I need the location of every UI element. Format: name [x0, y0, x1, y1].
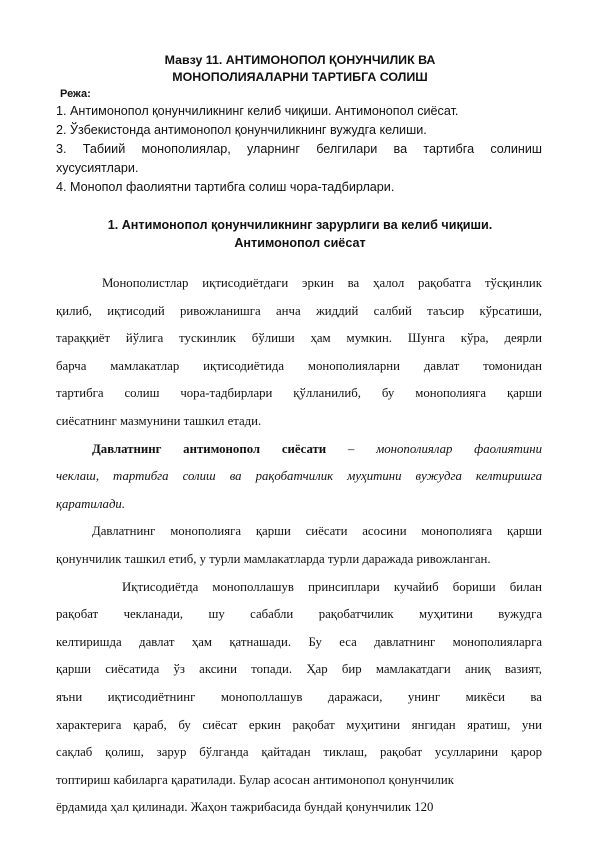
paragraph-1-line: Монополистлар иқтисодиётдаги эркин ва ҳалол рақобатга тўсқинлик: [102, 276, 542, 290]
plan-heading: Режа:: [60, 88, 91, 100]
paragraph-4-line: қарши сиёсатида ўз аксини топади. Ҳар бир мамлакатдаги аниқ вазият,: [56, 662, 542, 677]
plan-list: [56, 102, 542, 197]
section-heading-line-2: Антимонопол сиёсат: [234, 236, 366, 250]
paragraph-1-line: барча мамлакатлар иқтисодиётида монополияларни давлат томонидан: [56, 358, 542, 373]
paragraph-4-line: келтиришда давлат ҳам қатнашади. Бу еса давлатнинг монополияларга: [56, 634, 542, 649]
section-heading-line-1: 1. Антимонопол қонунчиликнинг зарурлиги ва келиб чиқиши.: [107, 218, 493, 232]
title-line-2: МОНОПОЛИЯАЛАРНИ ТАРТИБГА СОЛИШ: [172, 70, 428, 84]
plan-item-3: 3. Табиий монополиялар, уларнинг белгилари ва тартибга солиниш: [56, 142, 542, 156]
paragraph-4-line: ёрдамида ҳал қилинади. Жаҳон тажрибасида бундай қонунчилик 120: [56, 800, 434, 815]
plan-item-3-cont: хусусиятлари.: [56, 161, 139, 175]
paragraph-4-line: характерига қараб, бу сиёсат еркин рақобат муҳитини янгидан яратиш, уни: [56, 717, 542, 732]
paragraph-1-line: тартибга солиш чора-тадбирлари қўлланилиб, бу монополияга қарши: [56, 386, 542, 401]
paragraph-4-line: яъни иқтисодиётнинг монополлашув даражаси, унинг микёси ва: [56, 689, 542, 704]
definition-dash: –: [326, 441, 377, 456]
paragraph-3-line: Давлатнинг монополияга қарши сиёсати асосини монополияга қарши: [92, 524, 542, 539]
page-title: [60, 52, 540, 86]
paragraph-3-line: қонунчилик ташкил етиб, у турли мамлакатларда турли даражада ривожланган.: [56, 551, 491, 566]
section-heading: [60, 216, 540, 252]
definition-text: монополиялар фаолиятини: [376, 441, 542, 456]
paragraph-1-line: сиёсатнинг мазмунини ташкил етади.: [56, 413, 262, 428]
paragraph-4-line: топтириш кабиларга қаратилади. Булар асосан антимонопол қонунчилик: [56, 772, 454, 787]
definition-line: [56, 436, 542, 464]
title-line-1: Мавзу 11. АНТИМОНОПОЛ ҚОНУНЧИЛИК ВА: [164, 53, 436, 67]
definition-line: қаратилади.: [56, 496, 126, 511]
paragraph-1-line: қилиб, иқтисодий ривожланишга анча жиддий салбий таъсир кўрсатиши,: [56, 303, 542, 318]
paragraph-4-line: Иқтисодиётда монополлашув принсиплари кучайиб бориши билан: [122, 579, 542, 594]
definition-line: чеклаш, тартибга солиш ва рақобатчилик муҳитини вужудга келтиришга: [56, 469, 542, 484]
paragraph-4-line: сақлаб қолиш, зарур бўлганда қайтадан тиклаш, рақобат усулларини қарор: [56, 745, 542, 760]
body-text: [56, 270, 542, 822]
paragraph-4-line: рақобат чекланади, шу сабабли рақобатчилик муҳитини вужудга: [56, 607, 542, 622]
plan-item-2: 2. Ўзбекистонда антимонопол қонунчиликнинг вужудга келиши.: [56, 123, 427, 137]
plan-item-4: 4. Монопол фаолиятни тартибга солиш чора-тадбирлари.: [56, 180, 395, 194]
paragraph-1-line: тараққиёт йўлига тускинлик бўлиши ҳам мумкин. Шунга кўра, деярли: [56, 331, 542, 346]
definition-term: Давлатнинг антимонопол сиёсати: [92, 441, 327, 456]
plan-item-1: 1. Антимонопол қонунчиликнинг келиб чиқиши. Антимонопол сиёсат.: [56, 104, 459, 118]
